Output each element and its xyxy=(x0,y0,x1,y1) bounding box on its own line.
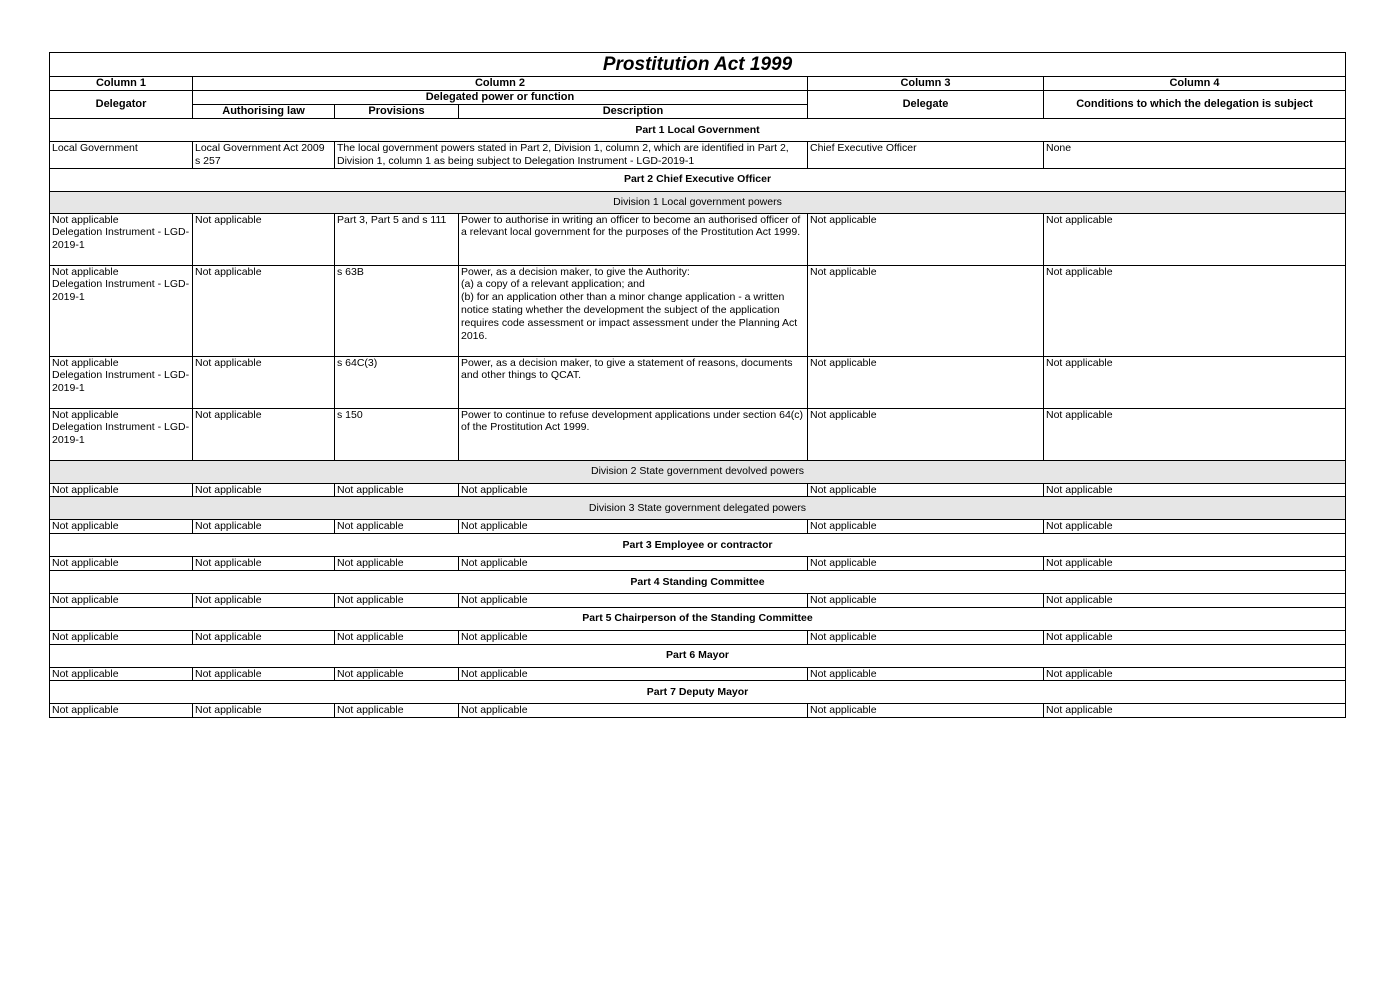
authorising-law-cell: Not applicable xyxy=(193,483,335,497)
delegator-cell: Not applicable xyxy=(50,557,193,571)
table-row xyxy=(50,557,1346,571)
header-description: Description xyxy=(459,105,808,119)
description-cell: Power to continue to refuse development applications under section 64(c) of the Prostitution Act 1999. xyxy=(459,408,808,460)
delegate-cell: Not applicable xyxy=(808,356,1044,408)
header-column-1: Column 1 xyxy=(50,77,193,91)
description-cell: Not applicable xyxy=(459,483,808,497)
conditions-cell: Not applicable xyxy=(1044,667,1346,681)
header-column-4: Column 4 xyxy=(1044,77,1346,91)
part-5-heading: Part 5 Chairperson of the Standing Committee xyxy=(50,607,1346,630)
header-column-2: Column 2 xyxy=(193,77,808,91)
table-row xyxy=(50,408,1346,460)
table-row xyxy=(50,213,1346,265)
delegate-cell: Not applicable xyxy=(808,630,1044,644)
delegate-cell: Not applicable xyxy=(808,520,1044,534)
conditions-cell: Not applicable xyxy=(1044,356,1346,408)
division-2-heading: Division 2 State government devolved powers xyxy=(50,460,1346,483)
description-cell: Power to authorise in writing an officer to become an authorised officer of a relevant local government for the purposes of the Prostitution Act 1999. xyxy=(459,213,808,265)
provisions-cell: Not applicable xyxy=(335,704,459,718)
division-3-heading: Division 3 State government delegated powers xyxy=(50,497,1346,520)
conditions-cell: Not applicable xyxy=(1044,265,1346,356)
conditions-cell: Not applicable xyxy=(1044,213,1346,265)
delegate-cell: Chief Executive Officer xyxy=(808,142,1044,169)
delegator-cell: Not applicable Delegation Instrument - LGD-2019-1 xyxy=(50,408,193,460)
document-title: Prostitution Act 1999 xyxy=(50,53,1346,77)
delegator-cell: Not applicable xyxy=(50,667,193,681)
authorising-law-cell: Not applicable xyxy=(193,408,335,460)
authorising-law-cell: Not applicable xyxy=(193,667,335,681)
header-delegated-power: Delegated power or function xyxy=(193,91,808,105)
provisions-cell: Not applicable xyxy=(335,630,459,644)
delegation-table xyxy=(49,52,1346,718)
description-cell: Not applicable xyxy=(459,630,808,644)
division-1-heading: Division 1 Local government powers xyxy=(50,191,1346,213)
table-row xyxy=(50,483,1346,497)
authorising-law-cell: Local Government Act 2009 s 257 xyxy=(193,142,335,169)
header-delegator: Delegator xyxy=(50,91,193,119)
delegate-cell: Not applicable xyxy=(808,483,1044,497)
delegator-cell: Not applicable Delegation Instrument - LGD-2019-1 xyxy=(50,265,193,356)
delegate-cell: Not applicable xyxy=(808,704,1044,718)
delegate-cell: Not applicable xyxy=(808,557,1044,571)
delegator-cell: Not applicable Delegation Instrument - LGD-2019-1 xyxy=(50,213,193,265)
description-cell: Not applicable xyxy=(459,593,808,607)
conditions-cell: Not applicable xyxy=(1044,630,1346,644)
provisions-cell: s 150 xyxy=(335,408,459,460)
authorising-law-cell: Not applicable xyxy=(193,265,335,356)
provisions-cell: Not applicable xyxy=(335,593,459,607)
delegate-cell: Not applicable xyxy=(808,213,1044,265)
conditions-cell: Not applicable xyxy=(1044,408,1346,460)
description-cell: Not applicable xyxy=(459,557,808,571)
table-row xyxy=(50,704,1346,718)
authorising-law-cell: Not applicable xyxy=(193,557,335,571)
part-7-heading: Part 7 Deputy Mayor xyxy=(50,681,1346,704)
delegator-cell: Not applicable xyxy=(50,704,193,718)
part-4-heading: Part 4 Standing Committee xyxy=(50,570,1346,593)
delegator-cell: Not applicable xyxy=(50,593,193,607)
provisions-cell: Not applicable xyxy=(335,520,459,534)
part-2-heading: Part 2 Chief Executive Officer xyxy=(50,168,1346,191)
authorising-law-cell: Not applicable xyxy=(193,520,335,534)
provisions-cell: Not applicable xyxy=(335,483,459,497)
part-6-heading: Part 6 Mayor xyxy=(50,644,1346,667)
description-cell: Not applicable xyxy=(459,704,808,718)
conditions-cell: None xyxy=(1044,142,1346,169)
delegate-cell: Not applicable xyxy=(808,593,1044,607)
description-cell: Power, as a decision maker, to give the Authority: (a) a copy of a relevant application; and (b) for an application other than a minor change application - a written notice stating whether the development the subject of the application requires code assessment or impact assessment under the Planning Act 2016. xyxy=(459,265,808,356)
table-row xyxy=(50,520,1346,534)
description-cell: The local government powers stated in Part 2, Division 1, column 2, which are identified in Part 2, Division 1, column 1 as being subject to Delegation Instrument - LGD-2019-1 xyxy=(335,142,808,169)
table-row xyxy=(50,356,1346,408)
conditions-cell: Not applicable xyxy=(1044,483,1346,497)
delegator-cell: Not applicable xyxy=(50,520,193,534)
table-row xyxy=(50,630,1346,644)
header-provisions: Provisions xyxy=(335,105,459,119)
description-cell: Not applicable xyxy=(459,667,808,681)
authorising-law-cell: Not applicable xyxy=(193,213,335,265)
authorising-law-cell: Not applicable xyxy=(193,593,335,607)
authorising-law-cell: Not applicable xyxy=(193,356,335,408)
part-3-heading: Part 3 Employee or contractor xyxy=(50,534,1346,557)
table-row xyxy=(50,667,1346,681)
delegator-cell: Not applicable xyxy=(50,630,193,644)
header-delegate: Delegate xyxy=(808,91,1044,119)
delegator-cell: Not applicable Delegation Instrument - LGD-2019-1 xyxy=(50,356,193,408)
conditions-cell: Not applicable xyxy=(1044,593,1346,607)
delegator-cell: Local Government xyxy=(50,142,193,169)
provisions-cell: s 63B xyxy=(335,265,459,356)
table-row xyxy=(50,142,1346,169)
conditions-cell: Not applicable xyxy=(1044,704,1346,718)
header-authorising-law: Authorising law xyxy=(193,105,335,119)
conditions-cell: Not applicable xyxy=(1044,557,1346,571)
table-row xyxy=(50,265,1346,356)
authorising-law-cell: Not applicable xyxy=(193,630,335,644)
delegate-cell: Not applicable xyxy=(808,408,1044,460)
part-1-heading: Part 1 Local Government xyxy=(50,119,1346,142)
authorising-law-cell: Not applicable xyxy=(193,704,335,718)
provisions-cell: s 64C(3) xyxy=(335,356,459,408)
table-row xyxy=(50,593,1346,607)
delegate-cell: Not applicable xyxy=(808,667,1044,681)
provisions-cell: Not applicable xyxy=(335,667,459,681)
delegator-cell: Not applicable xyxy=(50,483,193,497)
provisions-cell: Not applicable xyxy=(335,557,459,571)
description-cell: Power, as a decision maker, to give a statement of reasons, documents and other things to QCAT. xyxy=(459,356,808,408)
header-conditions: Conditions to which the delegation is subject xyxy=(1044,91,1346,119)
provisions-cell: Part 3, Part 5 and s 111 xyxy=(335,213,459,265)
delegate-cell: Not applicable xyxy=(808,265,1044,356)
header-column-3: Column 3 xyxy=(808,77,1044,91)
description-cell: Not applicable xyxy=(459,520,808,534)
conditions-cell: Not applicable xyxy=(1044,520,1346,534)
